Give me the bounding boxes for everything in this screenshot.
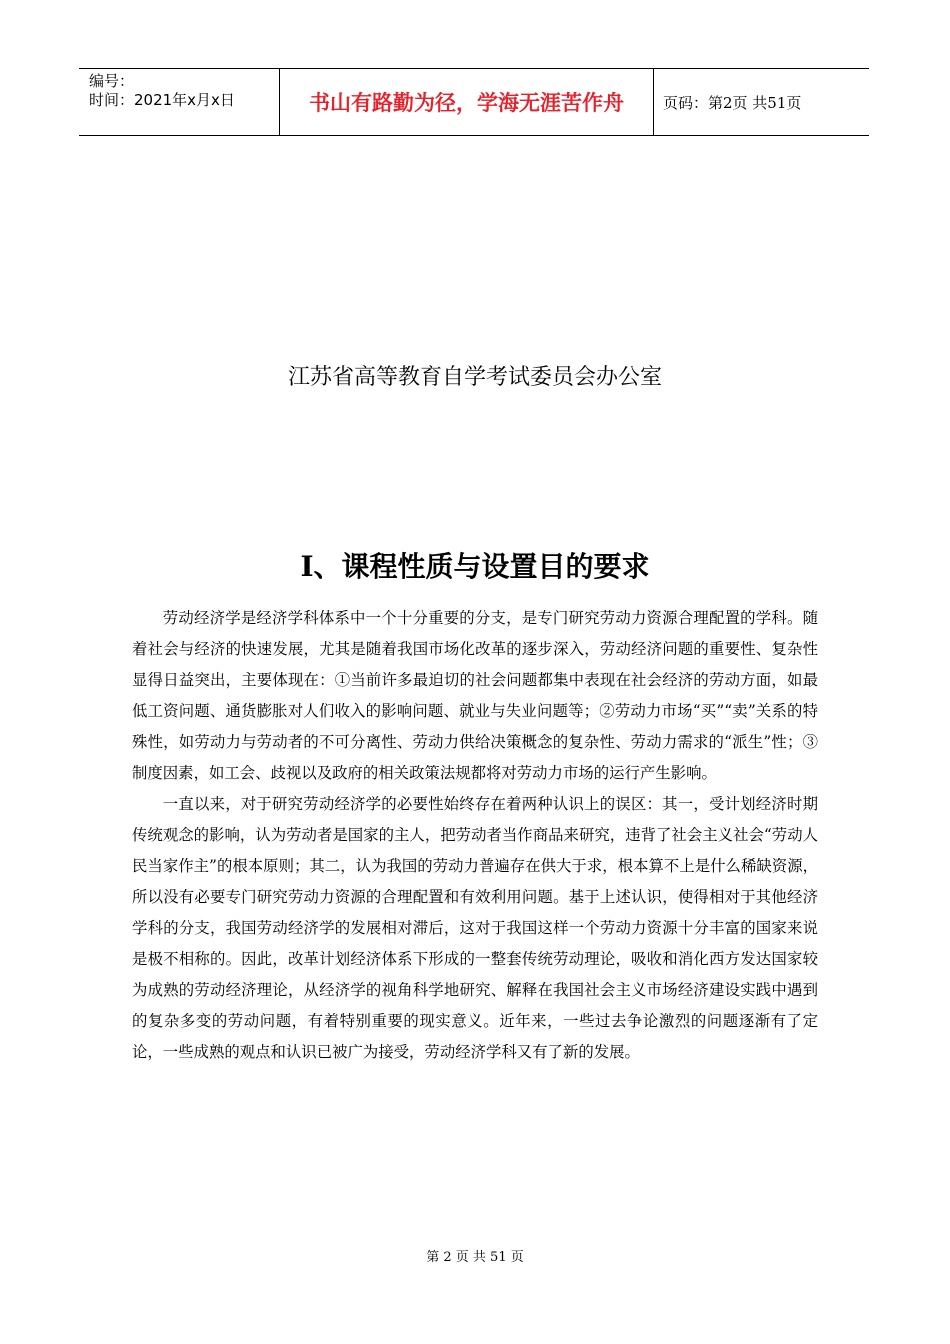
document-number-label: 编号： [89,72,135,90]
page-footer: 第 2 页 共 51 页 [426,1250,524,1265]
header-left-cell [79,69,280,135]
organization-name: 江苏省高等教育自学考试委员会办公室 [287,365,662,390]
document-time-label: 时间：2021年x月x日 [89,91,235,109]
page-header [79,68,869,136]
section-title: I、课程性质与设置目的要求 [300,550,650,583]
header-page-info: 页码：第2页 共51页 [663,93,802,112]
paragraph-2: 一直以来，对于研究劳动经济学的必要性始终存在着两种认识上的误区：其一，受计划经济时期传统观念的影响，认为劳动者是国家的主人，把劳动者当作商品来研究，违背了社会主义社会“劳动人民当家作主”的根本原则；其二，认为我国的劳动力普遍存在供大于求，根本算不上是什么稀缺资源，所以没有必要专门研究劳动力资源的合理配置和有效利用问题。基于上述认识，使得相对于其他经济学科的分支，我国劳动经济学的发展相对滞后，这对于我国这样一个劳动力资源十分丰富的国家来说是极不相称的。因此，改革计划经济体系下形成的一整套传统劳动理论，吸收和消化西方发达国家较为成熟的劳动经济理论，从经济学的视角科学地研究、解释在我国社会主义市场经济建设实践中遇到的复杂多变的劳动问题，有着特别重要的现实意义。近年来，一些过去争论激烈的问题逐渐有了定论，一些成熟的观点和认识已被广为接受，劳动经济学科又有了新的发展。 [132,795,818,1061]
body-text [132,603,818,1068]
header-motto: 书山有路勤为径，学海无涯苦作舟 [280,69,654,135]
paragraph-1: 劳动经济学是经济学科体系中一个十分重要的分支，是专门研究劳动力资源合理配置的学科。随着社会与经济的快速发展，尤其是随着我国市场化改革的逐步深入，劳动经济问题的重要性、复杂性显得日益突出，主要体现在：①当前许多最迫切的社会问题都集中表现在社会经济的劳动方面，如最低工资问题、通货膨胀对人们收入的影响问题、就业与失业问题等；②劳动力市场“买”“卖”关系的特殊性，如劳动力与劳动者的不可分离性、劳动力供给决策概念的复杂性、劳动力需求的“派生”性；③制度因素，如工会、歧视以及政府的相关政策法规都将对劳动力市场的运行产生影响。 [132,609,818,782]
